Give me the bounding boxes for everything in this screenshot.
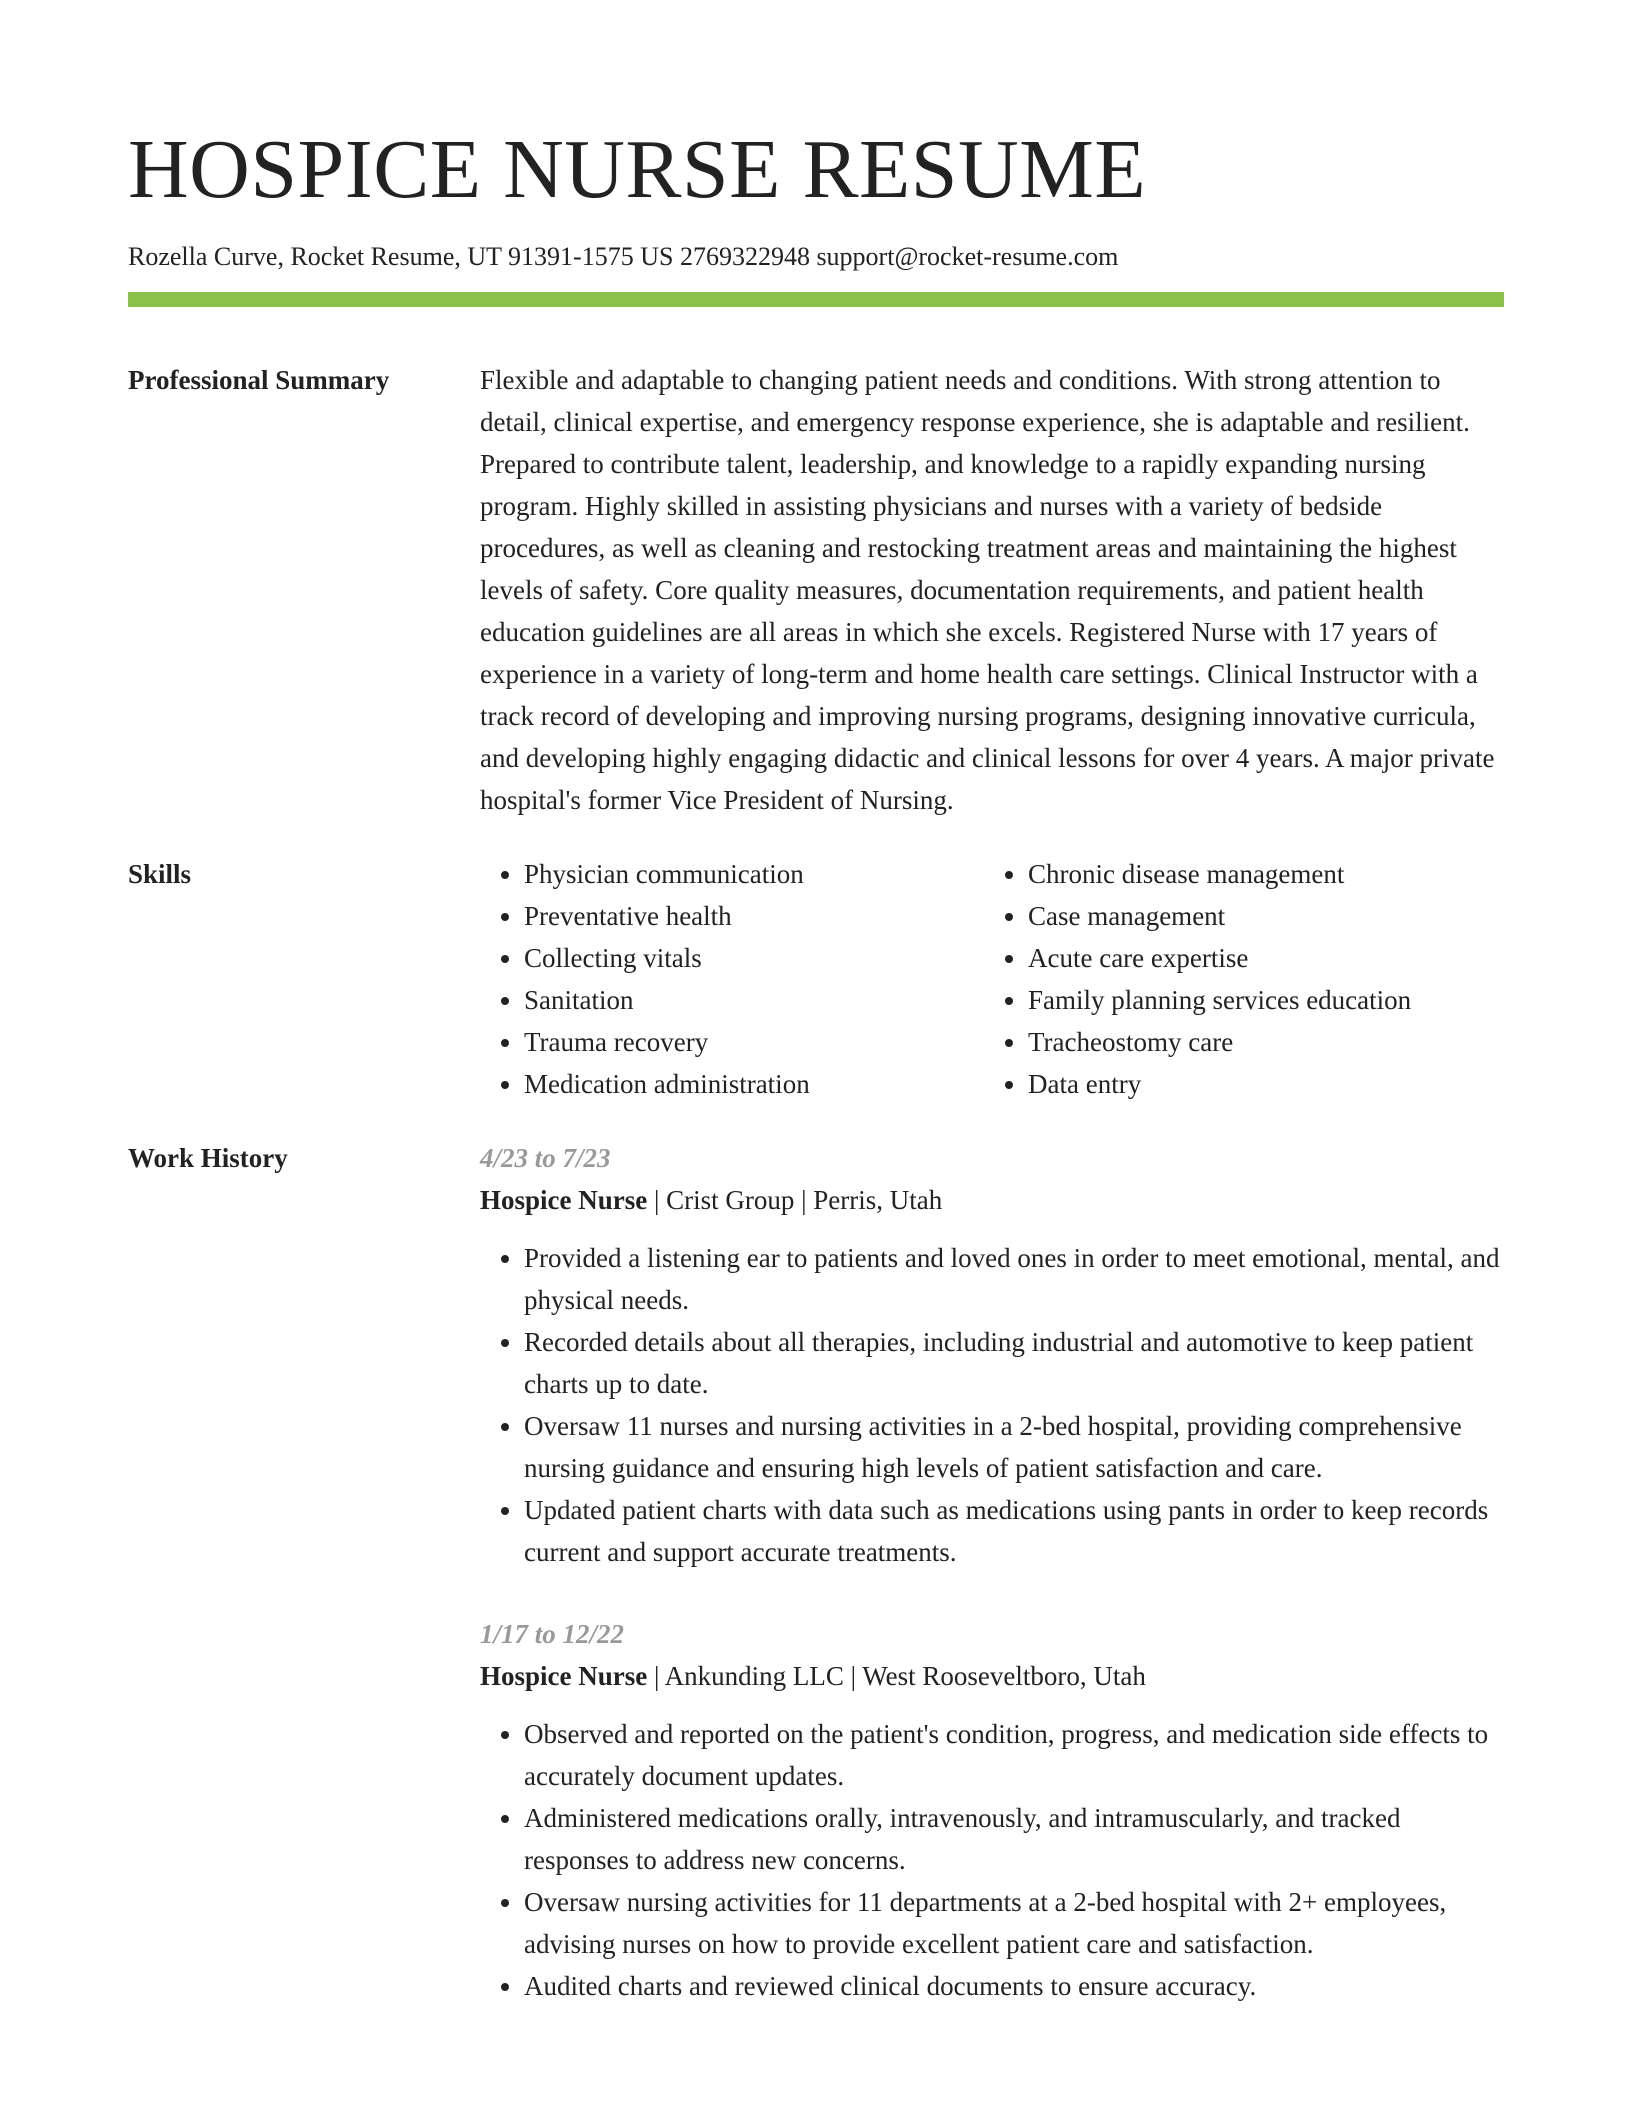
job-heading xyxy=(480,1179,1504,1221)
job-title: Hospice Nurse xyxy=(480,1660,648,1691)
job-bullets xyxy=(480,1237,1504,1573)
job-bullet: • Audited charts and reviewed clinical documents to ensure accuracy. xyxy=(524,1965,1504,2007)
job-bullet: • Oversaw 11 nurses and nursing activities in a 2-bed hospital, providing comprehensive nursing guidance and ensuring high levels of patient satisfaction and care. xyxy=(524,1405,1504,1489)
job-entry xyxy=(480,1137,1504,1573)
professional-summary-section xyxy=(128,359,1504,821)
job-details: | Crist Group | Perris, Utah xyxy=(647,1184,943,1215)
contact-line: Rozella Curve, Rocket Resume, UT 91391-1575 US 2769322948 support@rocket-resume.com xyxy=(128,242,1119,271)
job-bullet: • Updated patient charts with data such as medications using pants in order to keep records current and support accurate treatments. xyxy=(524,1489,1504,1573)
skills-list-left xyxy=(480,853,984,1105)
summary-text: Flexible and adaptable to changing patient needs and conditions. With strong attention to detail, clinical expertise, and emergency response experience, she is adaptable and resilient. Prepared to contribute talent, leadership, and knowledge to a rapidly expanding nursing program. Highly skilled in assisting physicians and nurses with a variety of bedside procedures, as well as cleaning and restocking treatment areas and maintaining the highest levels of safety. Core quality measures, documentation requirements, and patient health education guidelines are all areas in which she excels. Registered Nurse with 17 years of experience in a variety of long-term and home health care settings. Clinical Instructor with a track record of developing and improving nursing programs, designing innovative curricula, and developing highly engaging didactic and clinical lessons for over 4 years. A major private hospital's former Vice President of Nursing. xyxy=(480,364,1495,815)
skill-item: • Preventative health xyxy=(524,895,984,937)
skill-item: • Collecting vitals xyxy=(524,937,984,979)
job-bullets xyxy=(480,1713,1504,2007)
skill-item: • Trauma recovery xyxy=(524,1021,984,1063)
job-bullet: • Oversaw nursing activities for 11 departments at a 2-bed hospital with 2+ employees, advising nurses on how to provide excellent patient care and satisfaction. xyxy=(524,1881,1504,1965)
skill-item: • Sanitation xyxy=(524,979,984,1021)
job-entry xyxy=(480,1613,1504,2007)
job-dates: 1/17 to 12/22 xyxy=(480,1618,625,1649)
job-bullet: • Recorded details about all therapies, including industrial and automotive to keep patient charts up to date. xyxy=(524,1321,1504,1405)
section-label-work: Work History xyxy=(128,1142,288,1173)
accent-divider xyxy=(128,292,1504,307)
skill-item: • Tracheostomy care xyxy=(1028,1021,1488,1063)
page-title: HOSPICE NURSE RESUME xyxy=(128,123,1147,216)
skill-item: • Acute care expertise xyxy=(1028,937,1488,979)
job-bullet: • Observed and reported on the patient's condition, progress, and medication side effects to accurately document updates. xyxy=(524,1713,1504,1797)
skill-item: • Case management xyxy=(1028,895,1488,937)
skill-item: • Chronic disease management xyxy=(1028,853,1488,895)
section-label-skills: Skills xyxy=(128,858,192,889)
section-label-summary: Professional Summary xyxy=(128,364,390,395)
skill-item: • Data entry xyxy=(1028,1063,1488,1105)
job-heading xyxy=(480,1655,1504,1697)
skills-list-right xyxy=(984,853,1488,1105)
job-details: | Ankunding LLC | West Rooseveltboro, Utah xyxy=(647,1660,1146,1691)
job-dates: 4/23 to 7/23 xyxy=(480,1142,611,1173)
work-history-section xyxy=(128,1137,1504,2039)
skills-section xyxy=(128,853,1504,1105)
job-title: Hospice Nurse xyxy=(480,1184,648,1215)
skill-item: • Physician communication xyxy=(524,853,984,895)
skill-item: • Family planning services education xyxy=(1028,979,1488,1021)
job-bullet: • Provided a listening ear to patients and loved ones in order to meet emotional, mental, and physical needs. xyxy=(524,1237,1504,1321)
job-bullet: • Administered medications orally, intravenously, and intramuscularly, and tracked responses to address new concerns. xyxy=(524,1797,1504,1881)
skill-item: • Medication administration xyxy=(524,1063,984,1105)
